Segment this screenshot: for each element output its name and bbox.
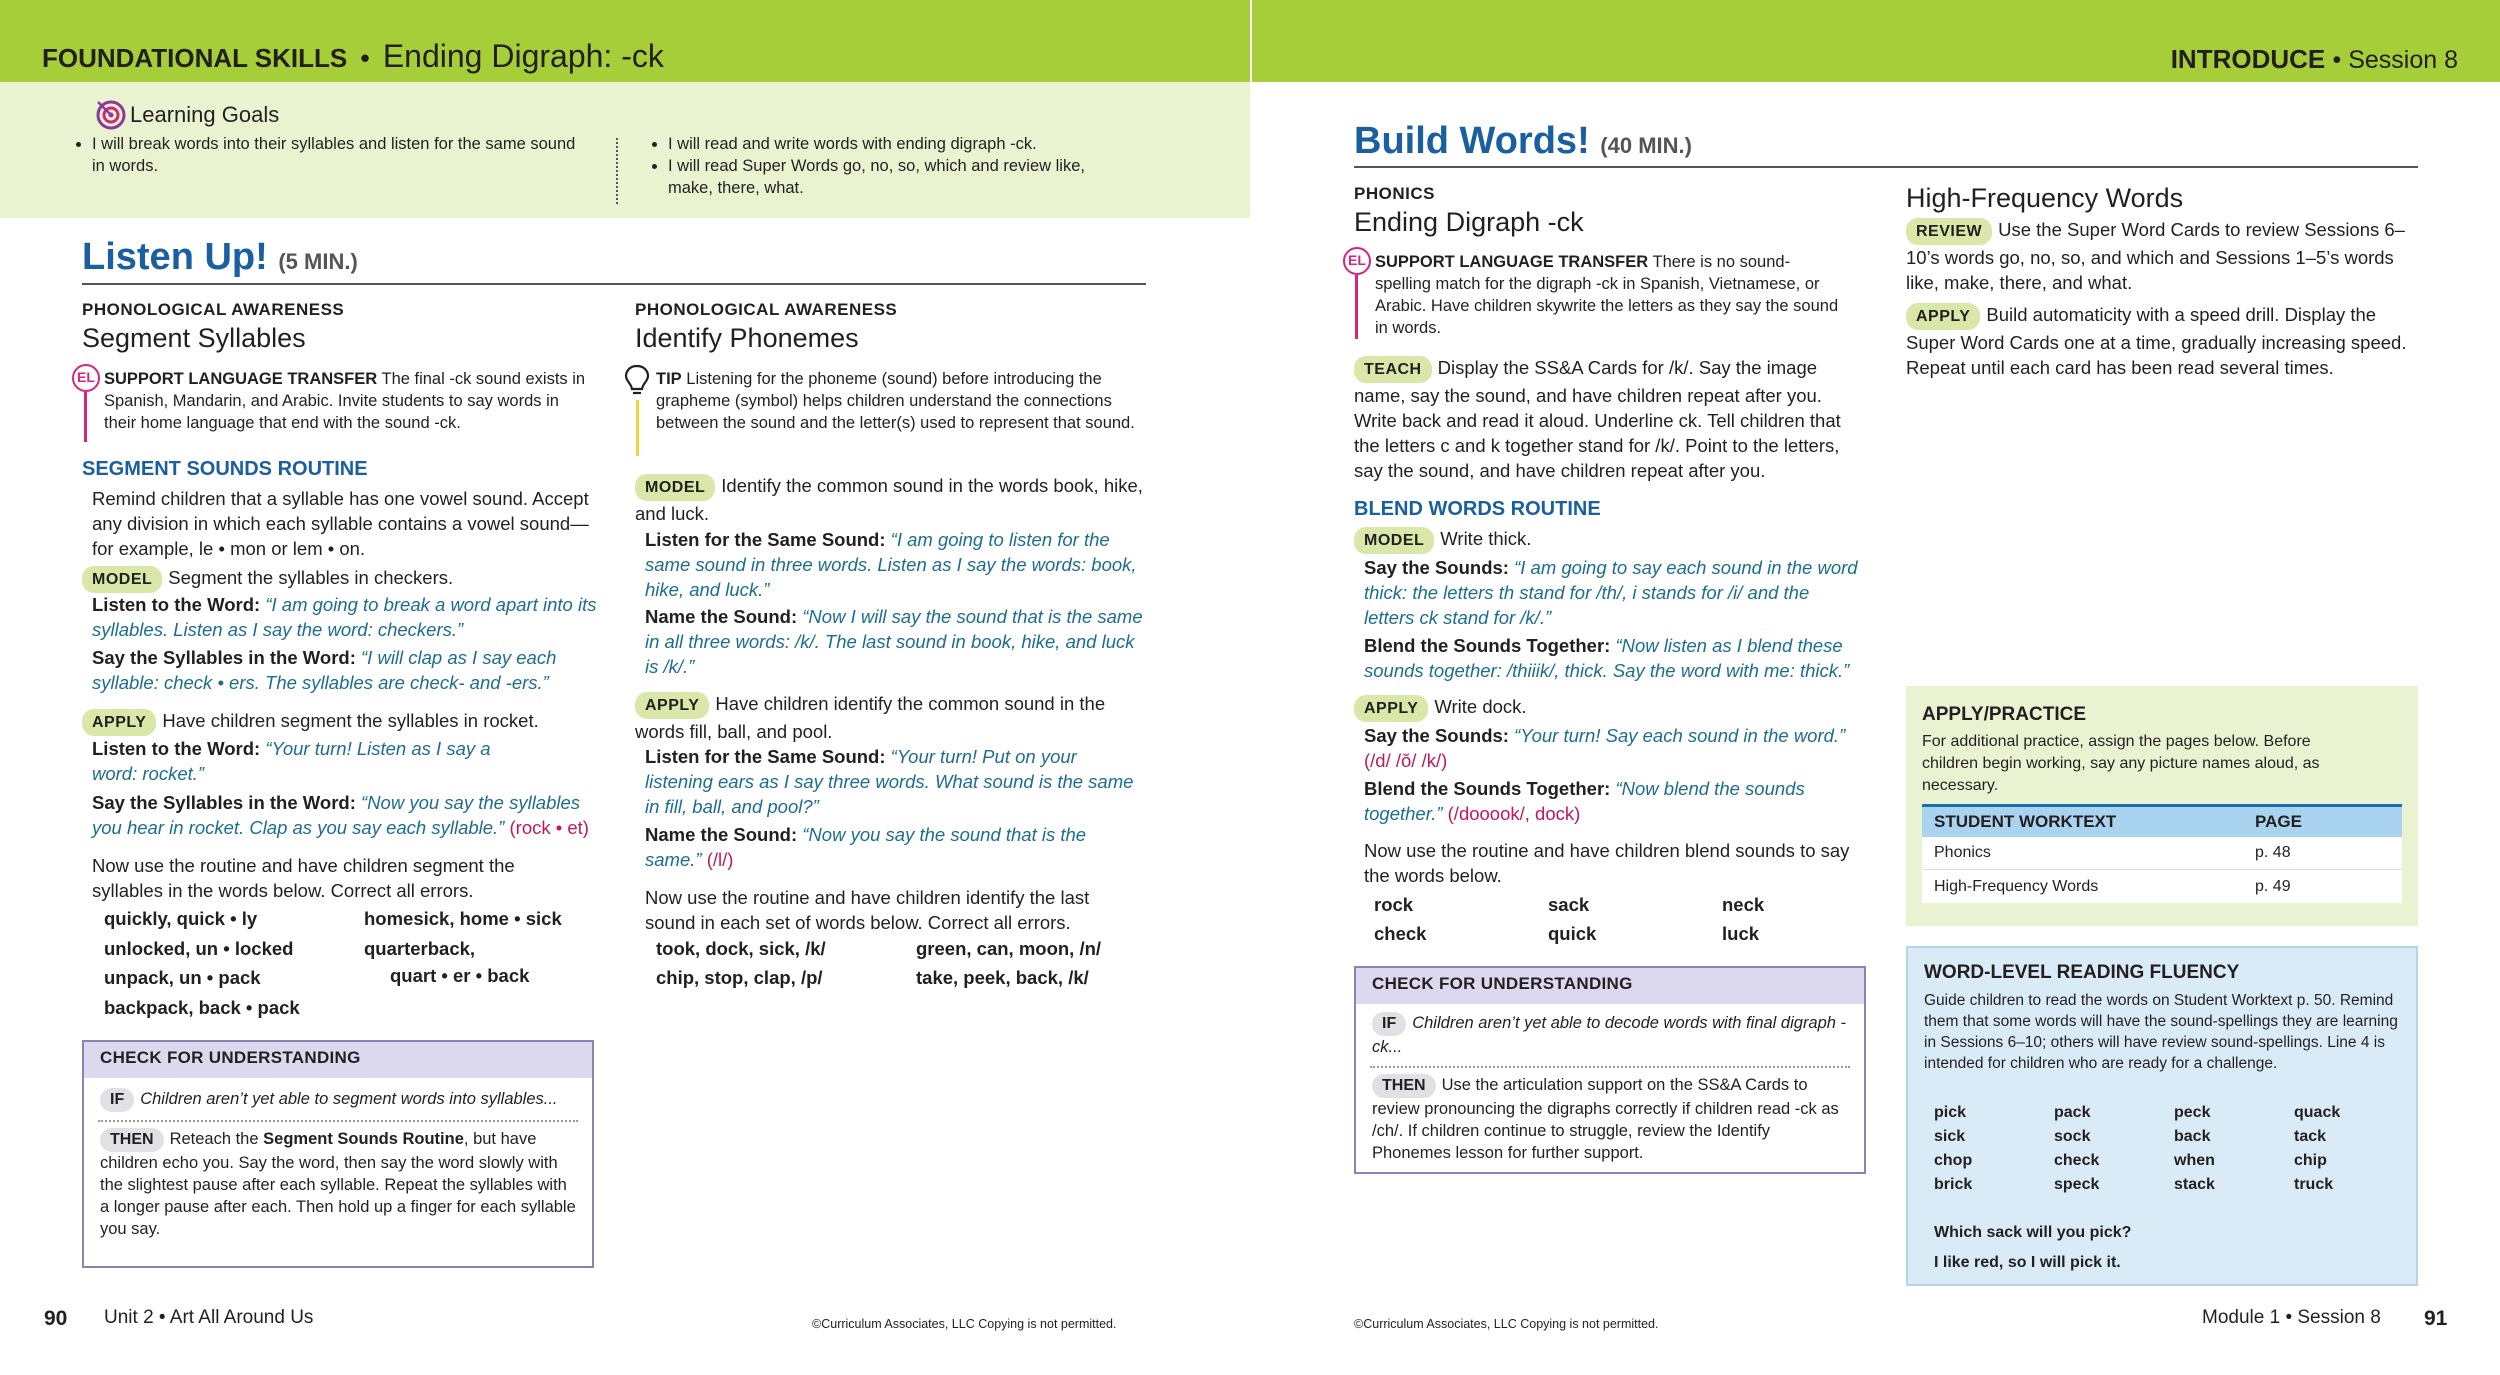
left-category: PHONOLOGICAL AWARENESS — [82, 300, 345, 319]
left-word-4: quarterback, — [364, 938, 476, 959]
build-slt: SUPPORT LANGUAGE TRANSFER There is no sound-spelling match for the digraph -ck in Spanish, Vietnamese, or Arabic. Have children skywrite the letters as they say the sound in words. — [1375, 253, 1839, 337]
left-model: MODEL Segment the syllables in checkers. — [82, 565, 602, 593]
learning-goal-3: • I will read Super Words go, no, so, which and review like, make, there, what. — [668, 155, 1128, 199]
left-page-number: 90 — [44, 1307, 68, 1330]
fluency-text: Guide children to read the words on Student Worktext p. 50. Remind them that some words will have the sound-spellings they are learning in Sessions 6–10; others will have review sound-spellings. Line 4 is intended for children who are ready for a challenge. — [1924, 992, 2398, 1072]
left-word-6: quart • er • back — [390, 965, 530, 986]
build-check-title: CHECK FOR UNDERSTANDING — [1356, 968, 1864, 1004]
build-check-box — [1354, 966, 1866, 1174]
build-blend-1: Blend the Sounds Together: “Now listen as I blend these sounds together: /thiiik/, thick. Say the word with me: thick.” — [1364, 635, 1850, 681]
hfw-review: REVIEW Use the Super Word Cards to review Sessions 6–10’s words go, no, so, and which and Sessions 1–5’s words like, make, there, and what. — [1906, 219, 2405, 293]
worktext-table — [1922, 804, 2402, 903]
left-apply: APPLY Have children segment the syllables in rocket. — [82, 708, 602, 736]
build-check-if: IF Children aren’t yet able to decode words with final digraph -ck... — [1372, 1014, 1847, 1056]
build-word-2: sack — [1548, 894, 1590, 915]
tip-line — [636, 400, 639, 456]
fluency-word: check — [2054, 1152, 2100, 1169]
worktext-row-1: Phonics p. 48 — [1922, 837, 2402, 870]
learning-goal-1: • I will break words into their syllables and listen for the same sound in words. — [92, 133, 582, 177]
right-name-1: Name the Sound: “Now I will say the sound that is the same in all three words: /k/. The last sound in book, hike, and luck is /k/.” — [645, 606, 1143, 677]
left-check-then: THEN Reteach the Segment Sounds Routine, but have children echo you. Say the word, then say the word slowly with the slightest pause after each syllable. Repeat the syllables with a longer pause after each. Then hold up a finger for each syllable you say. — [100, 1130, 576, 1238]
learning-goals-title: Learning Goals — [130, 102, 280, 127]
fluency-sentence-2: I like red, so I will pick it. — [1934, 1254, 2121, 1271]
listen-up-rule — [82, 283, 1146, 285]
build-model: MODEL Write thick. — [1354, 526, 1854, 554]
fluency-word-grid — [1934, 1104, 2404, 1194]
el-badge-right: EL — [1343, 247, 1371, 275]
right-word-3: chip, stop, clap, /p/ — [656, 967, 823, 988]
fluency-word: chop — [1934, 1152, 1973, 1169]
right-model: MODEL Identify the common sound in the words book, hike, and luck. — [635, 475, 1143, 524]
left-syllables-1: Say the Syllables in the Word: “I will clap as I say each syllable: check • ers. The syllables are check- and -ers.” — [92, 647, 557, 693]
fluency-word: back — [2174, 1128, 2211, 1145]
right-copyright: ©Curriculum Associates, LLC Copying is not permitted. — [1354, 1317, 1659, 1331]
blend-words-routine-title: BLEND WORDS ROUTINE — [1354, 498, 1601, 520]
phonics-subtitle: Ending Digraph -ck — [1354, 207, 1584, 237]
right-page-number: 91 — [2424, 1307, 2448, 1330]
left-check-title: CHECK FOR UNDERSTANDING — [84, 1042, 592, 1078]
build-word-3: neck — [1722, 894, 1765, 915]
right-tip: TIP Listening for the phoneme (sound) before introducing the grapheme (symbol) helps children understand the connections between the sound and the letter(s) used to represent that sound. — [656, 370, 1135, 432]
fluency-word: brick — [1934, 1176, 1973, 1193]
left-word-2: homesick, home • sick — [364, 908, 562, 929]
fluency-word: pack — [2054, 1104, 2091, 1121]
left-check-if: IF Children aren’t yet able to segment words into syllables... — [84, 1078, 592, 1112]
header-left-title: FOUNDATIONAL SKILLS • Ending Digraph: -ck — [42, 38, 664, 74]
left-slt: SUPPORT LANGUAGE TRANSFER The final -ck sound exists in Spanish, Mandarin, and Arabic. Invite students to say words in their home language that end with the sound -ck. — [104, 370, 586, 432]
lightbulb-icon — [622, 363, 652, 399]
right-word-4: take, peek, back, /k/ — [916, 967, 1089, 988]
header-right-title: INTRODUCE • Session 8 — [2170, 44, 2458, 74]
left-copyright: ©Curriculum Associates, LLC Copying is not permitted. — [812, 1317, 1117, 1331]
fluency-box — [1906, 946, 2418, 1286]
left-unit-label: Unit 2 • Art All Around Us — [104, 1307, 314, 1328]
right-subtitle: Identify Phonemes — [635, 323, 859, 353]
fluency-word: sock — [2054, 1128, 2091, 1145]
worktext-row-2: High-Frequency Words p. 49 — [1922, 870, 2402, 903]
hfw-apply: APPLY Build automaticity with a speed drill. Display the Super Word Cards one at a time, gradually increasing speed. Repeat until each card has been read several times. — [1906, 304, 2407, 378]
fluency-word: peck — [2174, 1104, 2211, 1121]
fluency-word: chip — [2294, 1152, 2327, 1169]
fluency-word: pick — [1934, 1104, 1967, 1121]
right-category: PHONOLOGICAL AWARENESS — [635, 300, 898, 319]
hfw-title: High-Frequency Words — [1906, 183, 2184, 213]
build-outro: Now use the routine and have children blend sounds to say the words below. — [1364, 840, 1850, 886]
build-word-6: luck — [1722, 923, 1760, 944]
goals-divider — [616, 138, 618, 204]
build-teach: TEACH Display the SS&A Cards for /k/. Say the image name, say the sound, and have children repeat after you. Write back and read it aloud. Underline ck. Tell children that the letters c and k together stand for /k/. Point to the letters, say the sound, and have children repeat after you. — [1354, 357, 1841, 481]
left-syllables-2: Say the Syllables in the Word: “Now you say the syllables you hear in rocket. Clap as you say each syllable.” (rock • et) — [92, 792, 589, 838]
left-word-3: unlocked, un • locked — [104, 938, 294, 959]
build-words-title: Build Words! (40 MIN.) — [1354, 120, 1692, 162]
phonics-category: PHONICS — [1354, 184, 1435, 203]
right-listen-2: Listen for the Same Sound: “Your turn! Put on your listening ears as I say three words. What sound is the same in fill, ball, and pool?” — [645, 746, 1134, 817]
el-badge-left: EL — [72, 364, 100, 392]
fluency-title: WORD-LEVEL READING FLUENCY — [1924, 962, 2240, 983]
fluency-word: stack — [2174, 1176, 2215, 1193]
left-word-1: quickly, quick • ly — [104, 908, 258, 929]
build-say-2: Say the Sounds: “Your turn! Say each sound in the word.” (/d/ /ŏ/ /k/) — [1364, 725, 1846, 771]
left-intro: Remind children that a syllable has one vowel sound. Accept any division in which each syllable contains a vowel sound—for example, le • mon or lem • on. — [92, 488, 589, 559]
el-line-right — [1355, 275, 1358, 339]
apply-practice-title: APPLY/PRACTICE — [1922, 704, 2086, 725]
fluency-word: quack — [2294, 1104, 2341, 1121]
right-word-1: took, dock, sick, /k/ — [656, 938, 826, 959]
fluency-word: speck — [2054, 1176, 2100, 1193]
listen-up-title: Listen Up! (5 MIN.) — [82, 236, 358, 278]
right-apply: APPLY Have children identify the common sound in the words fill, ball, and pool. — [635, 693, 1106, 742]
left-listen-2: Listen to the Word: “Your turn! Listen as I say a word: rocket.” — [92, 738, 491, 784]
right-listen-1: Listen for the Same Sound: “I am going to listen for the same sound in three words. Listen as I say the words: book, hike, and luck.” — [645, 529, 1137, 600]
build-word-1: rock — [1374, 894, 1414, 915]
left-subtitle: Segment Syllables — [82, 323, 306, 353]
build-check-then: THEN Use the articulation support on the SS&A Cards to review pronouncing the digraphs correctly if children read -ck as /ch/. If children continue to struggle, review the Identify Phonemes lesson for further support. — [1372, 1076, 1839, 1162]
left-listen-1: Listen to the Word: “I am going to break a word apart into its syllables. Listen as I say the word: checkers.” — [92, 594, 597, 640]
left-word-7: backpack, back • pack — [104, 997, 300, 1018]
el-line-left — [84, 392, 87, 442]
fluency-word: tack — [2294, 1128, 2327, 1145]
build-word-4: check — [1374, 923, 1427, 944]
worktext-table-header: STUDENT WORKTEXT PAGE — [1922, 804, 2402, 837]
right-module-label: Module 1 • Session 8 — [2202, 1307, 2381, 1328]
build-apply: APPLY Write dock. — [1354, 694, 1854, 722]
segment-sounds-routine-title: SEGMENT SOUNDS ROUTINE — [82, 458, 368, 480]
left-word-5: unpack, un • pack — [104, 967, 261, 988]
fluency-sentence-1: Which sack will you pick? — [1934, 1224, 2132, 1241]
right-outro: Now use the routine and have children identify the last sound in each set of words below. Correct all errors. — [645, 887, 1090, 933]
fluency-word: sick — [1934, 1128, 1966, 1145]
build-words-rule — [1354, 166, 2418, 168]
right-name-2: Name the Sound: “Now you say the sound that is the same.” (/l/) — [645, 824, 1087, 870]
build-say-1: Say the Sounds: “I am going to say each sound in the word thick: the letters th stand for /th/, i stands for /i/ and the letters ck stand for /k/.” — [1364, 557, 1858, 628]
build-word-5: quick — [1548, 923, 1597, 944]
fluency-word: truck — [2294, 1176, 2334, 1193]
left-check-box — [82, 1040, 594, 1268]
learning-goals-list-left — [92, 133, 582, 177]
apply-practice-text: For additional practice, assign the pages below. Before children begin working, say any picture names aloud, as necessary. — [1922, 733, 2320, 794]
learning-goals-list-right — [668, 133, 1128, 199]
build-blend-2: Blend the Sounds Together: “Now blend the sounds together.” (/dooook/, dock) — [1364, 778, 1805, 824]
left-outro: Now use the routine and have children segment the syllables in the words below. Correct all errors. — [92, 855, 515, 901]
fluency-word: when — [2174, 1152, 2215, 1169]
learning-goal-2: • I will read and write words with ending digraph -ck. — [668, 133, 1128, 155]
apply-practice-box — [1906, 686, 2418, 926]
right-word-2: green, can, moon, /n/ — [916, 938, 1102, 959]
target-icon — [94, 98, 128, 132]
